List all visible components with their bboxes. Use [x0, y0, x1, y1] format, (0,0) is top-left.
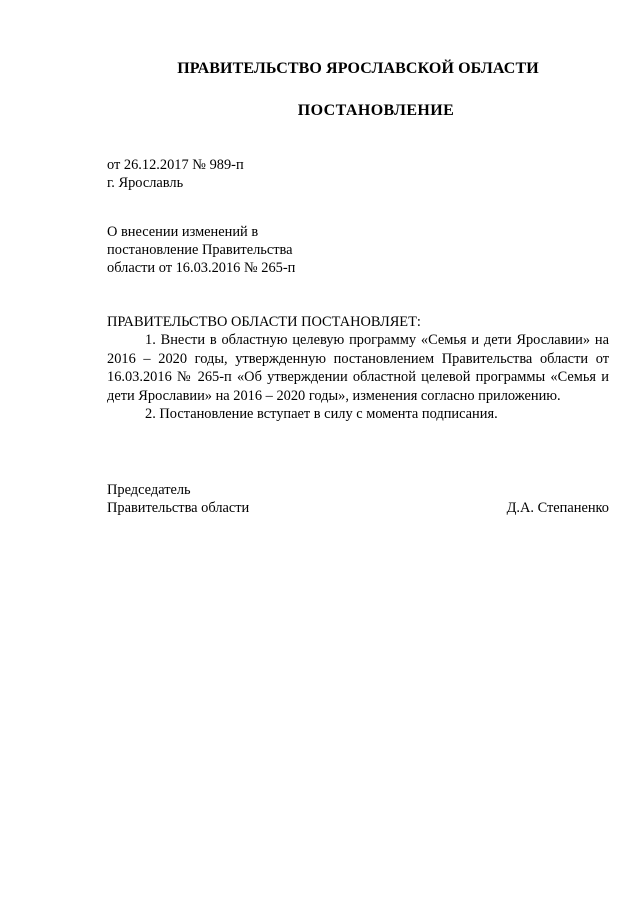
subject-line-1: О внесении изменений в	[107, 224, 259, 240]
body-preamble: ПРАВИТЕЛЬСТВО ОБЛАСТИ ПОСТАНОВЛЯЕТ:	[107, 314, 421, 330]
signature-title-line-1: Председатель	[107, 482, 191, 498]
body-item-2: 2. Постановление вступает в силу с момента подписания.	[145, 406, 498, 423]
signatory-name: Д.А. Степаненко	[506, 500, 609, 516]
subject-line-2: постановление Правительства	[107, 242, 293, 258]
subject-line-3: области от 16.03.2016 № 265-п	[107, 260, 296, 276]
document-city: г. Ярославль	[107, 175, 184, 191]
body-item-1: 1. Внести в областную целевую программу «Семья и дети Ярославии» на 2016 – 2020 годы, утвержденную постановлением Правительства области от 16.03.2016 № 265-п «Об утверждении областной целевой программы «Семья и дети Ярославии» на 2016 – 2020 годы», изменения согласно приложению.	[107, 332, 609, 404]
document-date-number: от 26.12.2017 № 989-п	[107, 157, 244, 173]
signature-title-line-2: Правительства области	[107, 500, 250, 516]
document-body	[107, 313, 609, 423]
organization-title: ПРАВИТЕЛЬСТВО ЯРОСЛАВСКОЙ ОБЛАСТИ	[177, 60, 539, 77]
document-type-title: ПОСТАНОВЛЕНИЕ	[297, 102, 455, 119]
